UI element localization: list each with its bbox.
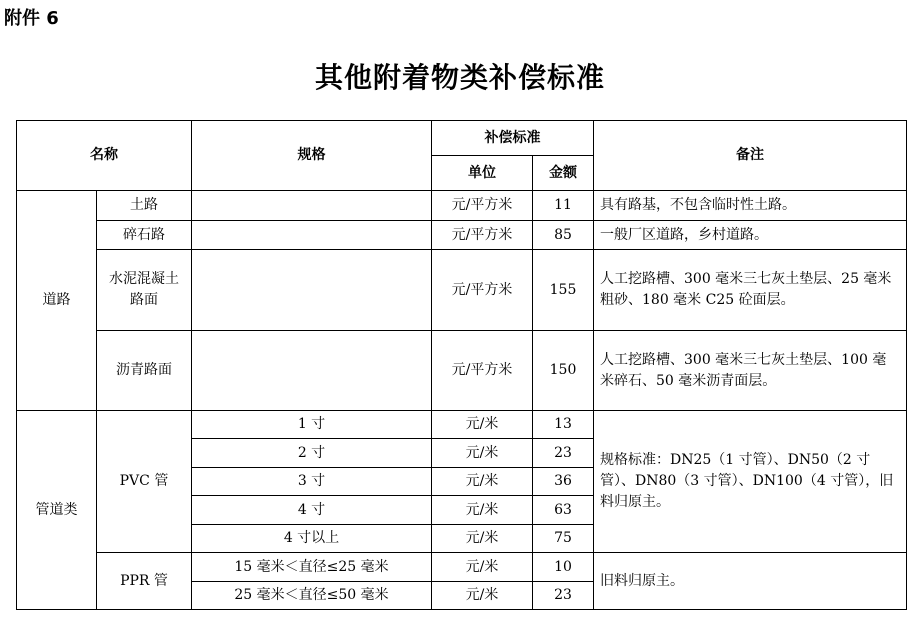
item-unit: 元/平方米 [432,221,533,250]
item-spec: 4 寸以上 [192,525,432,553]
header-compensation: 补偿标准 [432,121,594,156]
item-unit: 元/平方米 [432,331,533,411]
attachment-label: 附件 6 [4,8,59,29]
compensation-table [16,120,907,610]
table-row [17,411,907,439]
item-spec [192,221,432,250]
pvc-remark: 规格标准：DN25（1 寸管）、DN50（2 寸管）、DN80（3 寸管）、DN100（4 寸管），旧料归原主。 [594,411,907,553]
item-spec [192,331,432,411]
item-unit: 元/米 [432,439,533,468]
item-unit: 元/米 [432,553,533,582]
item-unit: 元/米 [432,582,533,610]
pvc-name: PVC 管 [97,411,192,553]
item-spec: 15 毫米＜直径≤25 毫米 [192,553,432,582]
item-unit: 元/米 [432,525,533,553]
item-unit: 元/平方米 [432,191,533,221]
item-amount: 85 [533,221,594,250]
item-spec: 1 寸 [192,411,432,439]
item-remark: 一般厂区道路，乡村道路。 [594,221,907,250]
table-row [17,191,907,221]
category-pipe: 管道类 [17,411,97,610]
item-name: 沥青路面 [97,331,192,411]
item-amount: 36 [533,468,594,496]
item-unit: 元/平方米 [432,250,533,331]
item-unit: 元/米 [432,496,533,525]
item-spec [192,250,432,331]
header-amount: 金额 [533,156,594,191]
ppr-name: PPR 管 [97,553,192,610]
header-spec: 规格 [192,121,432,191]
item-name: 土路 [97,191,192,221]
item-amount: 11 [533,191,594,221]
item-remark: 人工挖路槽、300 毫米三七灰土垫层、25 毫米粗砂、180 毫米 C25 砼面层。 [594,250,907,331]
item-amount: 23 [533,582,594,610]
table-row [17,553,907,582]
item-unit: 元/米 [432,468,533,496]
item-spec: 4 寸 [192,496,432,525]
item-amount: 10 [533,553,594,582]
item-name: 碎石路 [97,221,192,250]
item-amount: 13 [533,411,594,439]
item-amount: 63 [533,496,594,525]
header-unit: 单位 [432,156,533,191]
category-road: 道路 [17,191,97,411]
header-name: 名称 [17,121,192,191]
item-amount: 75 [533,525,594,553]
item-unit: 元/米 [432,411,533,439]
item-spec: 2 寸 [192,439,432,468]
item-remark: 具有路基，不包含临时性土路。 [594,191,907,221]
table-row [17,221,907,250]
item-amount: 155 [533,250,594,331]
item-spec [192,191,432,221]
table-row [17,250,907,331]
item-amount: 23 [533,439,594,468]
header-remark: 备注 [594,121,907,191]
item-spec: 3 寸 [192,468,432,496]
ppr-remark: 旧料归原主。 [594,553,907,610]
item-spec: 25 毫米＜直径≤50 毫米 [192,582,432,610]
item-amount: 150 [533,331,594,411]
item-remark: 人工挖路槽、300 毫米三七灰土垫层、100 毫米碎石、50 毫米沥青面层。 [594,331,907,411]
page-title: 其他附着物类补偿标准 [314,61,605,94]
item-name: 水泥混凝土路面 [97,250,192,331]
table-row [17,331,907,411]
